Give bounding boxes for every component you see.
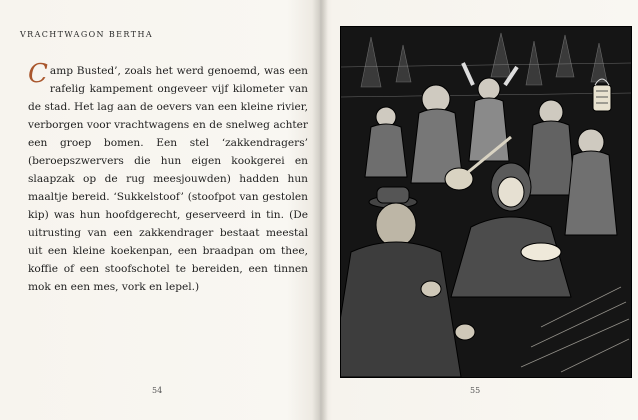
right-page	[320, 0, 638, 420]
page-number-left: 54	[152, 386, 163, 395]
paragraph-text: amp Busted’, zoals het werd genoemd, was een rafelig kampement ongeveer vijf kilometer van de stad. Het lag aan de oevers van een kleine rivier, verborgen voor vrachtwagens en de snelweg achter een groep bomen. Een stel ‘zakkendragers’ (beroepszwervers die hun eigen kookgerei en slaapzak op de rug meesjouwden) hadden hun maaltje bereid. ‘Sukkelstoof’ (stoofpot van gestolen kip) was hun hoofdgerecht, geserveerd in tin. (De uitrusting van een zakkendrager bestaat meestal uit een kleine koekenpan, een braadpan om thee, koffie of een stoofschotel te bereiden, een tinnen mok en een mes, vork en lepel.)	[28, 65, 308, 293]
campfire-illustration	[340, 26, 632, 378]
left-page	[0, 0, 318, 420]
drop-cap: C	[28, 59, 48, 89]
running-head: VRACHTWAGON BERTHA	[20, 30, 153, 39]
page-number-right: 55	[470, 386, 481, 395]
illustration-drawing	[341, 27, 631, 377]
body-paragraph	[28, 59, 308, 296]
